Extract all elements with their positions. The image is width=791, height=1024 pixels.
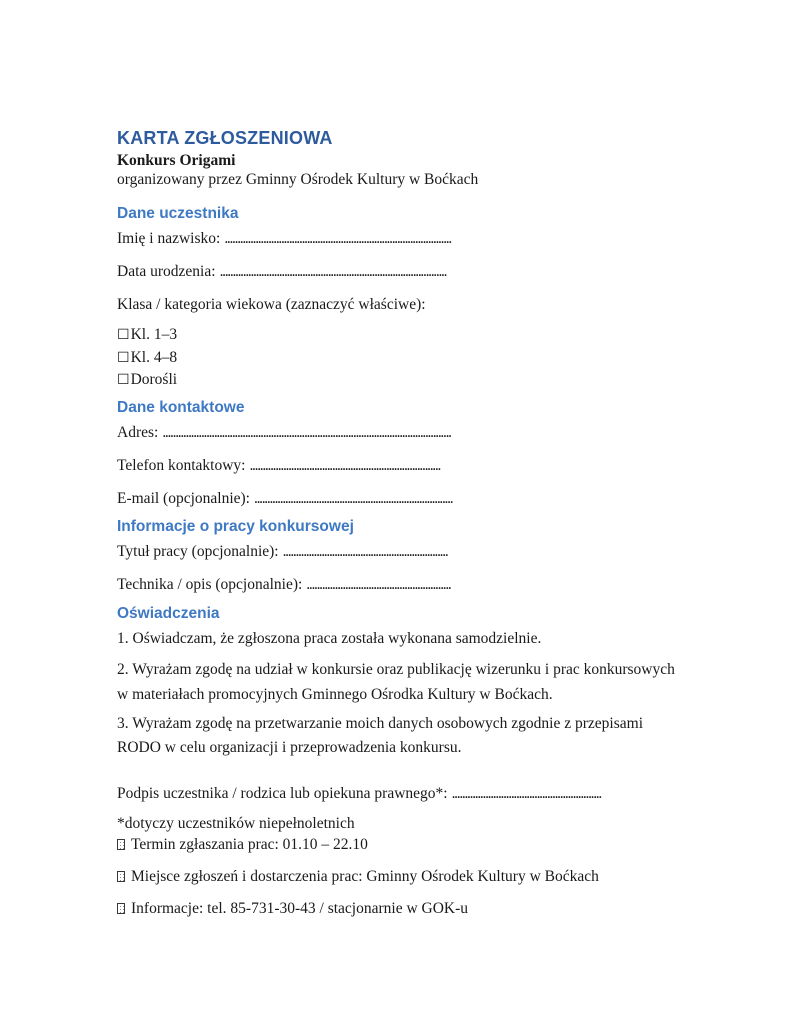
declaration-item-2: 2. Wyrażam zgodę na udział w konkursie oraz publikację wizerunku i prac konkursowych w materiałach promocyjnych Gminnego Ośrodka Kultury w Boćkach. [117,660,675,703]
checkbox-option-kl-4-8[interactable] [117,347,681,370]
document-subtitle: Konkurs Origami [117,152,236,169]
field-work-title [117,541,681,562]
field-technique-dotted-line: ........................................................ [306,575,451,593]
footnote: *dotyczy uczestników niepełnoletnich [117,814,355,832]
checkbox-icon[interactable]: ☐ [117,327,130,343]
signature-label: Podpis uczestnika / rodzica lub opiekuna prawnego*: [117,784,448,802]
checkbox-label: Dorośli [130,371,178,388]
field-birthdate-label: Data urodzenia: [117,263,216,280]
field-address [117,422,681,443]
section-heading-participant: Dane uczestnika [117,205,239,222]
info-line-contact [117,898,681,919]
footnote-block [117,813,681,855]
missing-glyph-icon [117,871,125,882]
field-work-title-dotted-line: ................................................................ [282,542,448,560]
missing-glyph-icon [117,903,125,914]
checkbox-label: Kl. 4–8 [130,348,178,366]
info-line-contact-text: Informacje: tel. 85-731-30-43 / stacjonarnie w GOK-u [131,899,469,917]
section-heading-declarations: Oświadczenia [117,604,220,622]
checkbox-option-kl-1-3[interactable] [117,324,681,347]
checkbox-option-dorosli[interactable] [117,369,681,392]
field-address-label: Adres: [117,423,159,441]
field-technique [117,574,681,595]
info-line-location-text: Miejsce zgłoszeń i dostarczenia prac: Gminny Ośrodek Kultury w Boćkach [131,867,599,885]
field-technique-label: Technika / opis (opcjonalnie): [117,575,303,593]
field-birthdate-dotted-line: ........................................................................................ [219,263,447,280]
organizer-line: organizowany przez Gminny Ośrodek Kultury w Boćkach [117,171,479,188]
checkbox-icon[interactable]: ☐ [117,372,130,388]
field-email-dotted-line: ............................................................................. [254,489,453,507]
field-work-title-label: Tytuł pracy (opcjonalnie): [117,542,279,560]
signature-line [117,783,681,804]
page-title: KARTA ZGŁOSZENIOWA [117,128,333,148]
signature-dotted-line: .......................................................... [451,784,601,802]
info-line-location [117,866,681,887]
field-name-label: Imię i nazwisko: [117,230,221,247]
declaration-item-1: 1. Oświadczam, że zgłoszona praca została wykonana samodzielnie. [117,629,542,647]
field-email-label: E-mail (opcjonalnie): [117,489,250,507]
section-heading-artwork: Informacje o pracy konkursowej [117,517,354,535]
field-birthdate [117,261,681,282]
field-address-dotted-line: ................................................................................................................ [162,423,451,441]
field-name [117,228,681,249]
field-name-dotted-line: ........................................................................................ [224,230,451,247]
info-line-deadline-text: Termin zgłaszania prac: 01.10 – 22.10 [131,835,368,853]
declaration-item-3: 3. Wyrażam zgodę na przetwarzanie moich danych osobowych zgodnie z przepisami RODO w celu organizacji i przeprowadzenia konkursu. [117,714,644,756]
checkbox-label: Kl. 1–3 [130,326,178,343]
field-phone [117,455,681,476]
field-phone-label: Telefon kontaktowy: [117,456,246,474]
field-phone-dotted-line: .......................................................................... [249,456,441,474]
section-heading-contact: Dane kontaktowe [117,398,245,416]
field-email [117,488,681,509]
info-line-deadline [117,834,681,855]
checkbox-icon[interactable]: ☐ [117,349,130,366]
category-checkbox-group [117,324,681,392]
category-label: Klasa / kategoria wiekowa (zaznaczyć właściwe): [117,296,426,313]
missing-glyph-icon [117,839,125,850]
